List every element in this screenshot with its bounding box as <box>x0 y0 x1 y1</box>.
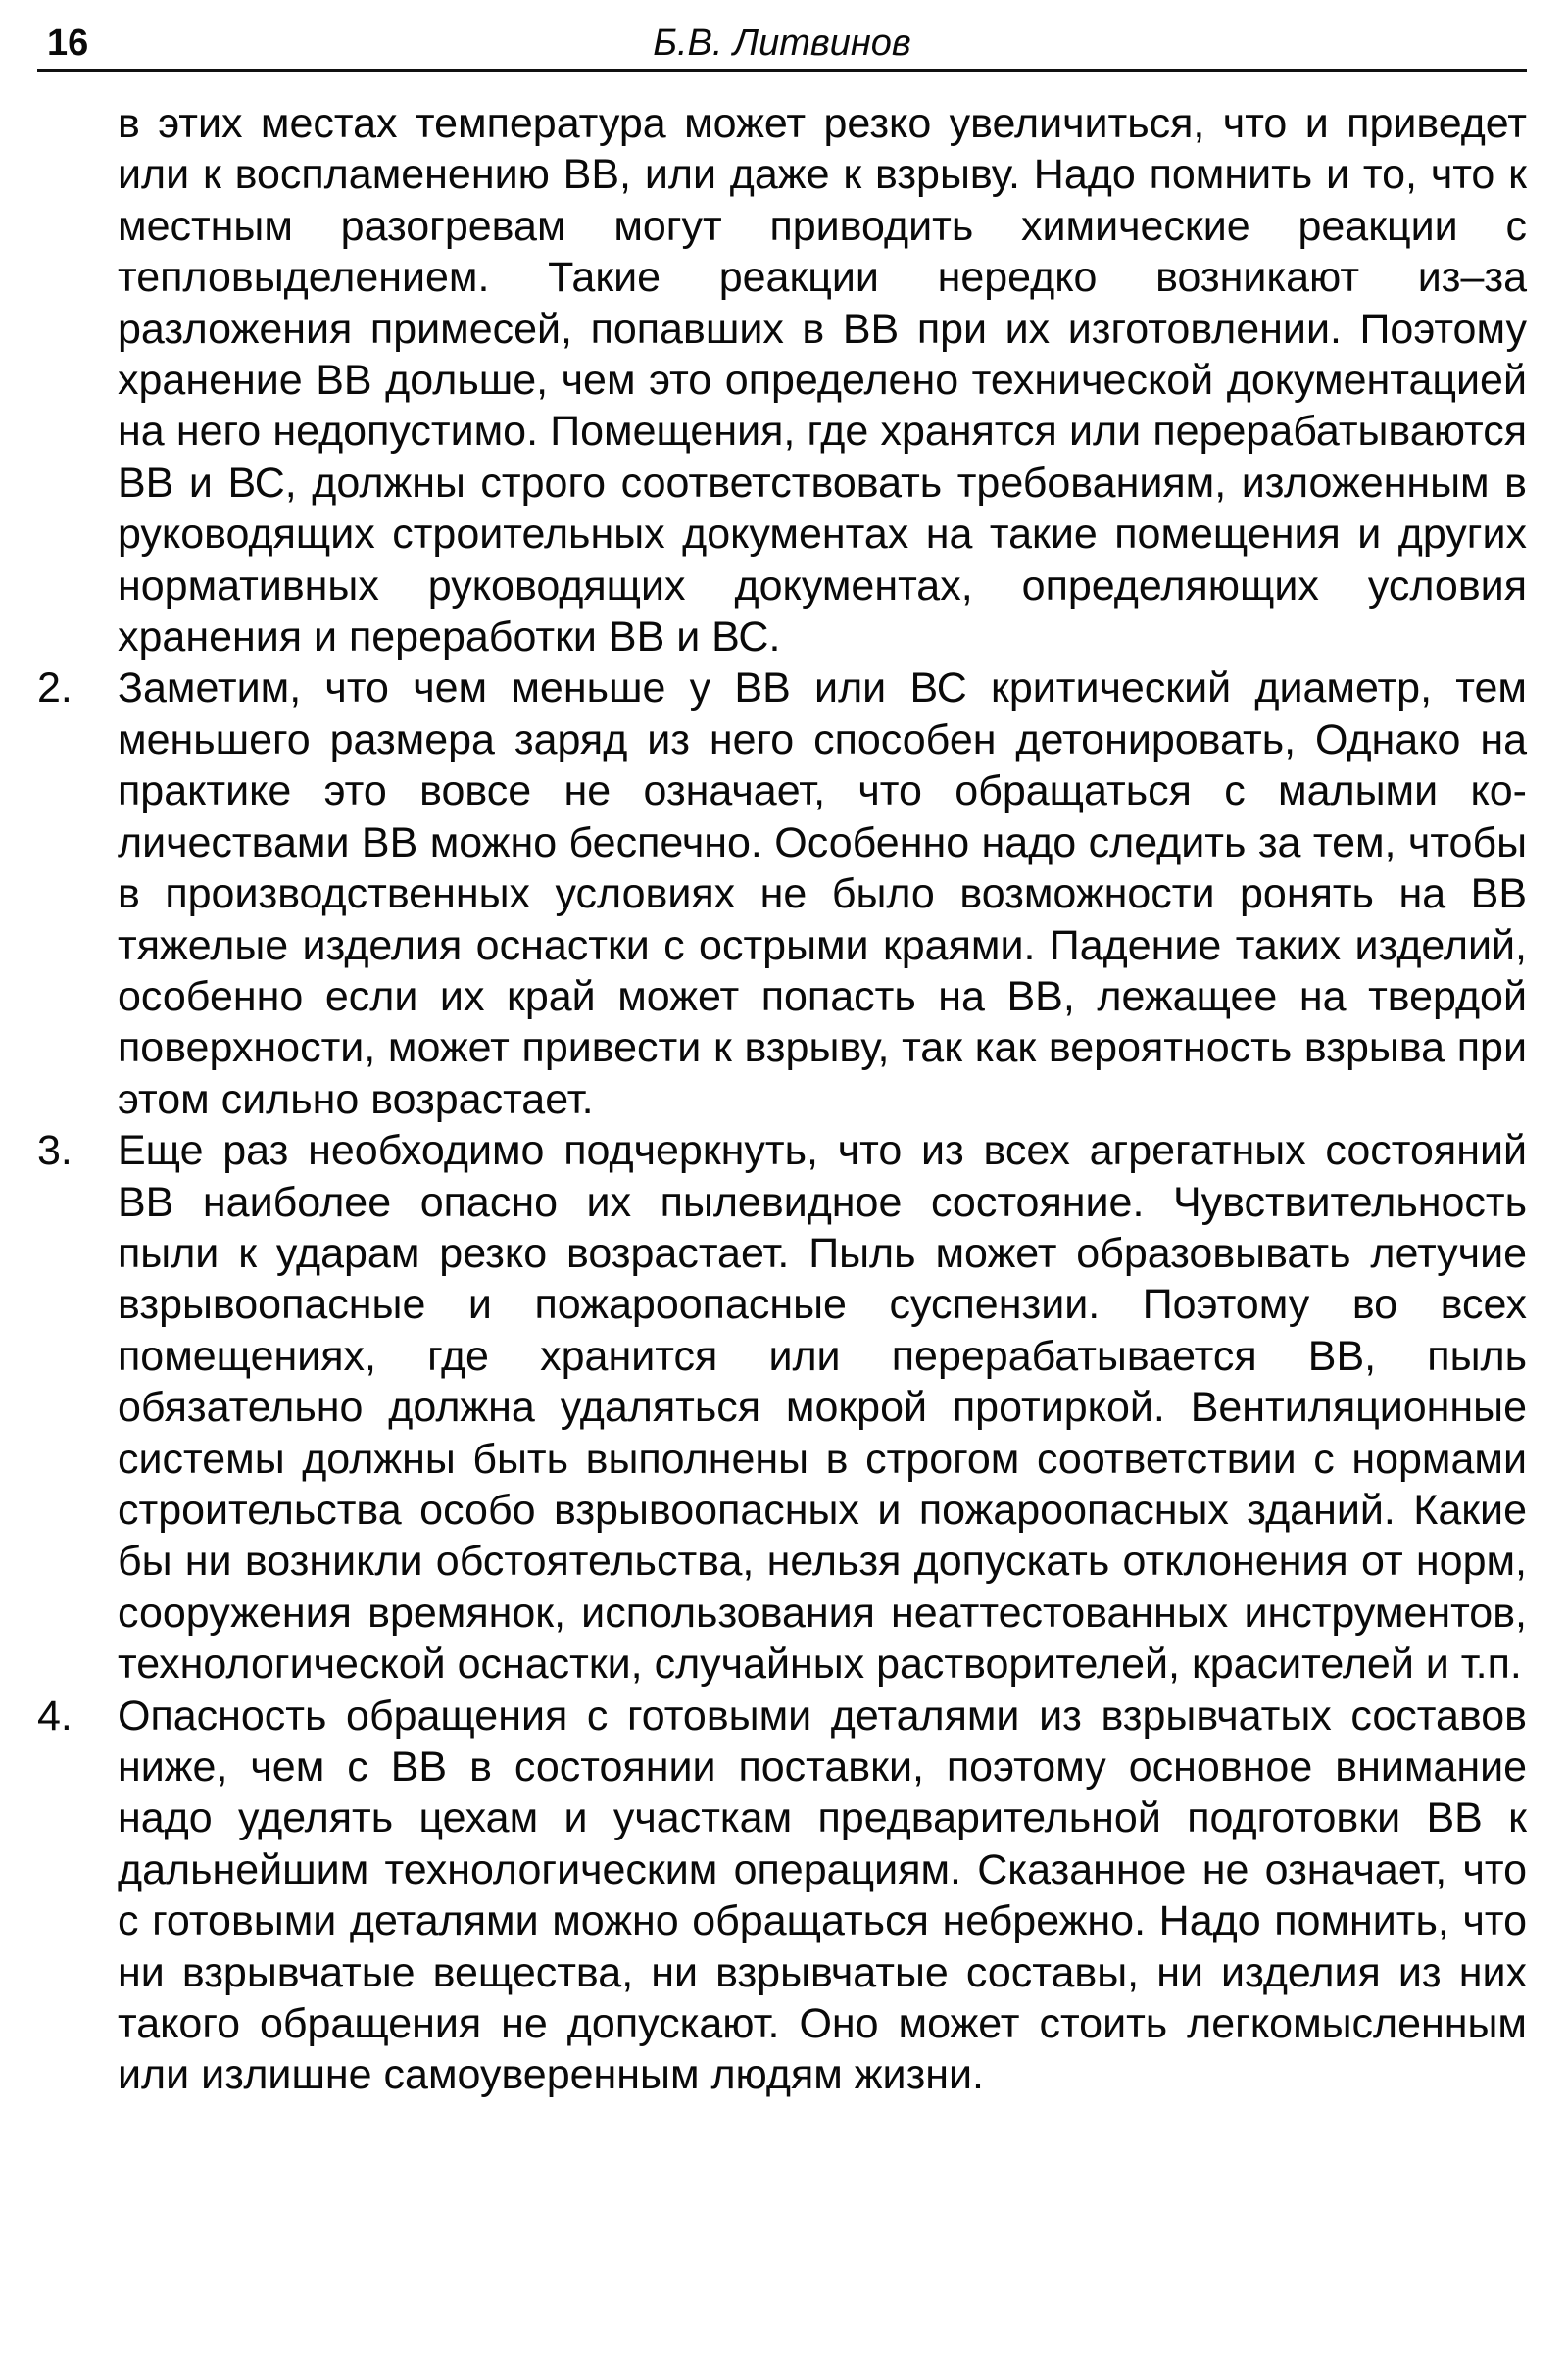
running-head-author: Б.В. Литвинов <box>653 23 911 64</box>
list-item-text: Еще раз необходимо подчеркнуть, что из всех агрегатных состояний ВВ наиболее опасно их пылевидное состояние. Чувствительность пыли к ударам резко возрастает. Пыль может образовывать летучие взрывоопасные и пожароопасные суспензии. Поэтому во всех помещениях, где хранится или перерабатывается ВВ, пыль обязательно должна удаляться мокрой протиркой. Вентиляционные системы должны быть выполнены в строгом соответствии с нормами строительства особо взрывоопасных и пожароопасных зданий. Какие бы ни возникли обстоятельства, нельзя допускать отклонения от норм, сооружения времянок, использования неаттестованных инструментов, технологической оснастки, случайных растворителей, красителей и т.п. <box>118 1127 1527 1689</box>
continuation-paragraph: в этих местах температура может резко увеличиться, что и приведет или к воспламенению ВВ, или даже к взрыву. Надо помнить и то, что к местным разогревам могут приводить химические реакции с тепловыделением. Такие реакции нередко возникают из–за разложения примесей, попавших в ВВ при их изготовлении. Поэтому хранение ВВ дольше, чем это определено технической документацией на него недопустимо. Помещения, где хранятся или перерабатываются ВВ и ВС, должны строго соответствовать требованиям, изложенным в руководящих строительных документах на такие помещения и других нормативных руководящих документах, определяющих условия хранения и переработки ВВ и ВС. <box>118 100 1527 662</box>
list-item-number: 2. <box>37 664 73 712</box>
list-item-number: 4. <box>37 1692 73 1740</box>
page-number: 16 <box>47 23 89 64</box>
list-item-text: Заметим, что чем меньше у ВВ или ВС критический диаметр, тем меньшего размера заряд из него способен детонировать, Однако на практике это вовсе не означает, что обращаться с малыми количествами ВВ можно беспечно. Особенно надо следить за тем, чтобы в производственных условиях не было возможности ронять на ВВ тяжелые изделия оснастки с острыми краями. Падение таких изделий, особенно если их край может попасть на ВВ, лежащее на твердой поверхности, может привести к взрыву, так как вероятность взрыва при этом сильно возрастает. <box>118 664 1527 1123</box>
list-item-2 <box>37 662 1527 1125</box>
header-rule <box>37 69 1527 72</box>
running-head <box>37 20 1527 67</box>
list-item-4 <box>37 1691 1527 2101</box>
body-text <box>37 98 1527 2101</box>
list-item-3 <box>37 1125 1527 1690</box>
list-item-number: 3. <box>37 1127 73 1175</box>
list-item-text: Опасность обращения с готовыми деталями из взрывчатых составов ниже, чем с ВВ в состоянии поставки, поэтому основное внимание надо уделять цехам и участкам предварительной подготовки ВВ к дальнейшим технологическим операциям. Сказанное не означает, что с готовыми деталями можно обращаться небрежно. Надо помнить, что ни взрывчатые вещества, ни взрывчатые составы, ни изделия из них такого обращения не допускают. Оно может стоить легкомысленным или излишне самоуверенным людям жизни. <box>118 1692 1527 2099</box>
